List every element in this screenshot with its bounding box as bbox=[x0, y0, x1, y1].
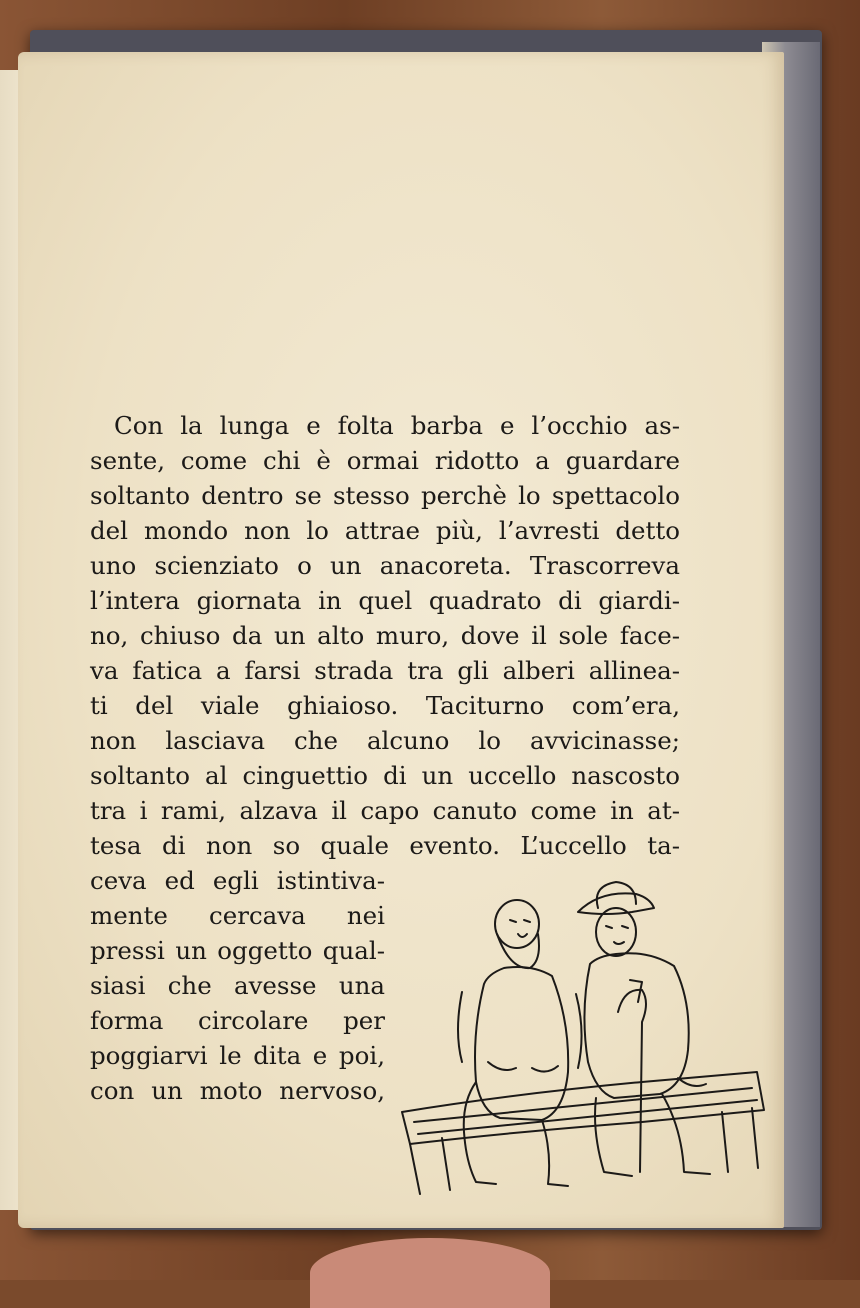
text-line: con un moto nervoso, bbox=[90, 1076, 385, 1105]
text-line: uno scienziato o un anacoreta. Trascorreva bbox=[90, 551, 680, 580]
text-line: tesa di non so quale evento. L’uccello ta- bbox=[90, 831, 680, 860]
text-line: tra i rami, alzava il capo canuto come in at- bbox=[90, 796, 680, 825]
bench-illustration bbox=[392, 872, 777, 1207]
bench-drawing bbox=[402, 1072, 764, 1194]
text-line: poggiarvi le dita e poi, bbox=[90, 1041, 385, 1070]
text-line: ceva ed egli istintiva- bbox=[90, 866, 385, 895]
text-line: va fatica a farsi strada tra gli alberi allinea- bbox=[90, 656, 680, 685]
text-line: ti del viale ghiaioso. Taciturno com’era, bbox=[90, 691, 680, 720]
man-with-hat-drawing bbox=[578, 882, 710, 1176]
text-line: soltanto al cinguettio di un uccello nascosto bbox=[90, 761, 680, 790]
text-line: no, chiuso da un alto muro, dove il sole face- bbox=[90, 621, 680, 650]
text-line: forma circolare per bbox=[90, 1006, 385, 1035]
text-line: l’intera giornata in quel quadrato di giardi- bbox=[90, 586, 680, 615]
text-line: mente cercava nei bbox=[90, 901, 385, 930]
text-line: soltanto dentro se stesso perchè lo spettacolo bbox=[90, 481, 680, 510]
thumb bbox=[310, 1238, 550, 1308]
text-line: sente, come chi è ormai ridotto a guardare bbox=[90, 446, 680, 475]
bearded-man-drawing bbox=[458, 900, 582, 1186]
text-line: Con la lunga e folta barba e l’occhio as- bbox=[114, 411, 680, 440]
text-line: pressi un oggetto qual- bbox=[90, 936, 385, 965]
text-line: del mondo non lo attrae più, l’avresti detto bbox=[90, 516, 680, 545]
text-line: non lasciava che alcuno lo avvicinasse; bbox=[90, 726, 680, 755]
text-line: siasi che avesse una bbox=[90, 971, 385, 1000]
